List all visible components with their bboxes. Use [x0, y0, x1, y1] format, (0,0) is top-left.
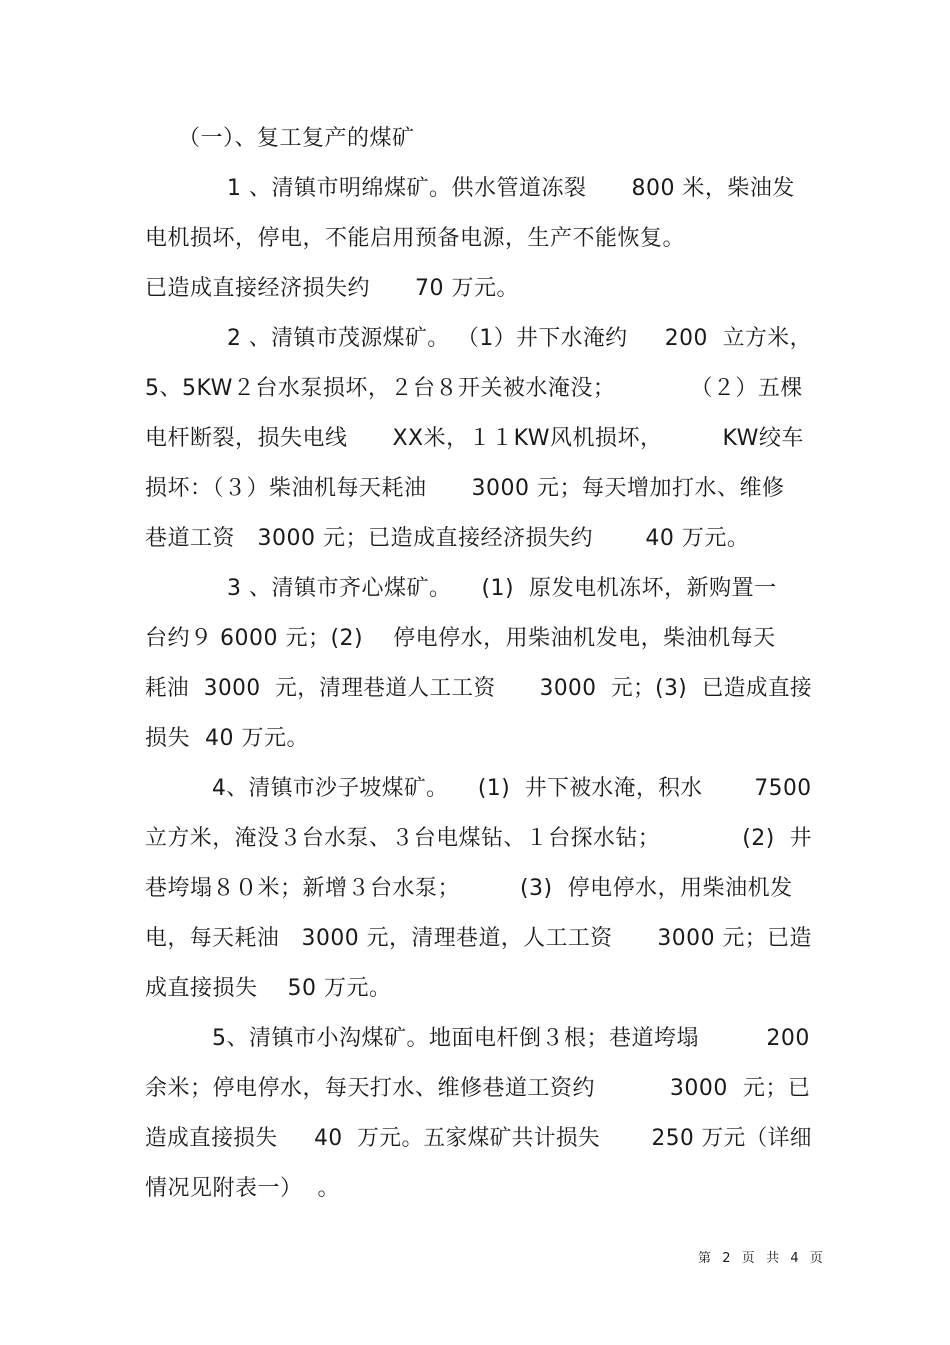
paragraph-line: 电杆断裂，损失电线 XX米，１１KW风机损坏， KW绞车: [145, 426, 804, 451]
page-number: 第 2 页 共 4 页: [698, 1251, 824, 1266]
paragraph-line: 台约９ 6000 元；(2) 停电停水，用柴油机发电，柴油机每天: [145, 626, 776, 651]
paragraph-line: 5、清镇市小沟煤矿。地面电杆倒３根；巷道垮塌 200: [212, 1026, 810, 1051]
paragraph-line: 余米；停电停水，每天打水、维修巷道工资约 3000 元；已: [145, 1076, 811, 1101]
paragraph-line: 造成直接损失 40 万元。五家煤矿共计损失 250 万元（详细: [145, 1126, 812, 1151]
paragraph-line: 情况见附表一） 。: [145, 1176, 340, 1201]
paragraph-line: 2 、清镇市茂源煤矿。 （1）井下水淹约 200 立方米，: [227, 326, 812, 351]
paragraph-line: 电，每天耗油 3000 元，清理巷道，人工工资 3000 元；已造: [145, 926, 812, 951]
paragraph-line: 5、5KW２台水泵损坏，２台８开关被水淹没； （２）五棵: [145, 376, 803, 401]
paragraph-line: 耗油 3000 元，清理巷道人工工资 3000 元；(3) 已造成直接: [145, 676, 813, 701]
paragraph-line: 已造成直接经济损失约 70 万元。: [145, 276, 519, 301]
paragraph-line: 损坏：（３）柴油机每天耗油 3000 元；每天增加打水、维修: [145, 476, 785, 501]
section-heading: （一）、复工复产的煤矿: [178, 126, 415, 151]
paragraph-line: 损失 40 万元。: [145, 726, 309, 751]
paragraph-line: 4、清镇市沙子坡煤矿。 (1) 井下被水淹，积水 7500: [212, 776, 812, 801]
paragraph-line: 巷道工资 3000 元；已造成直接经济损失约 40 万元。: [145, 526, 750, 551]
paragraph-line: 1 、清镇市明绵煤矿。供水管道冻裂 800 米，柴油发: [227, 176, 795, 201]
paragraph-line: 立方米，淹没３台水泵、３台电煤钻、１台探水钻； (2) 井: [145, 826, 813, 851]
paragraph-line: 成直接损失 50 万元。: [145, 976, 392, 1001]
paragraph-line: 3 、清镇市齐心煤矿。 (1) 原发电机冻坏，新购置一: [227, 576, 777, 601]
paragraph-line: 巷垮塌８０米；新增３台水泵； (3) 停电停水，用柴油机发: [145, 876, 793, 901]
paragraph-line: 电机损坏，停电，不能启用预备电源，生产不能恢复。: [145, 226, 686, 251]
